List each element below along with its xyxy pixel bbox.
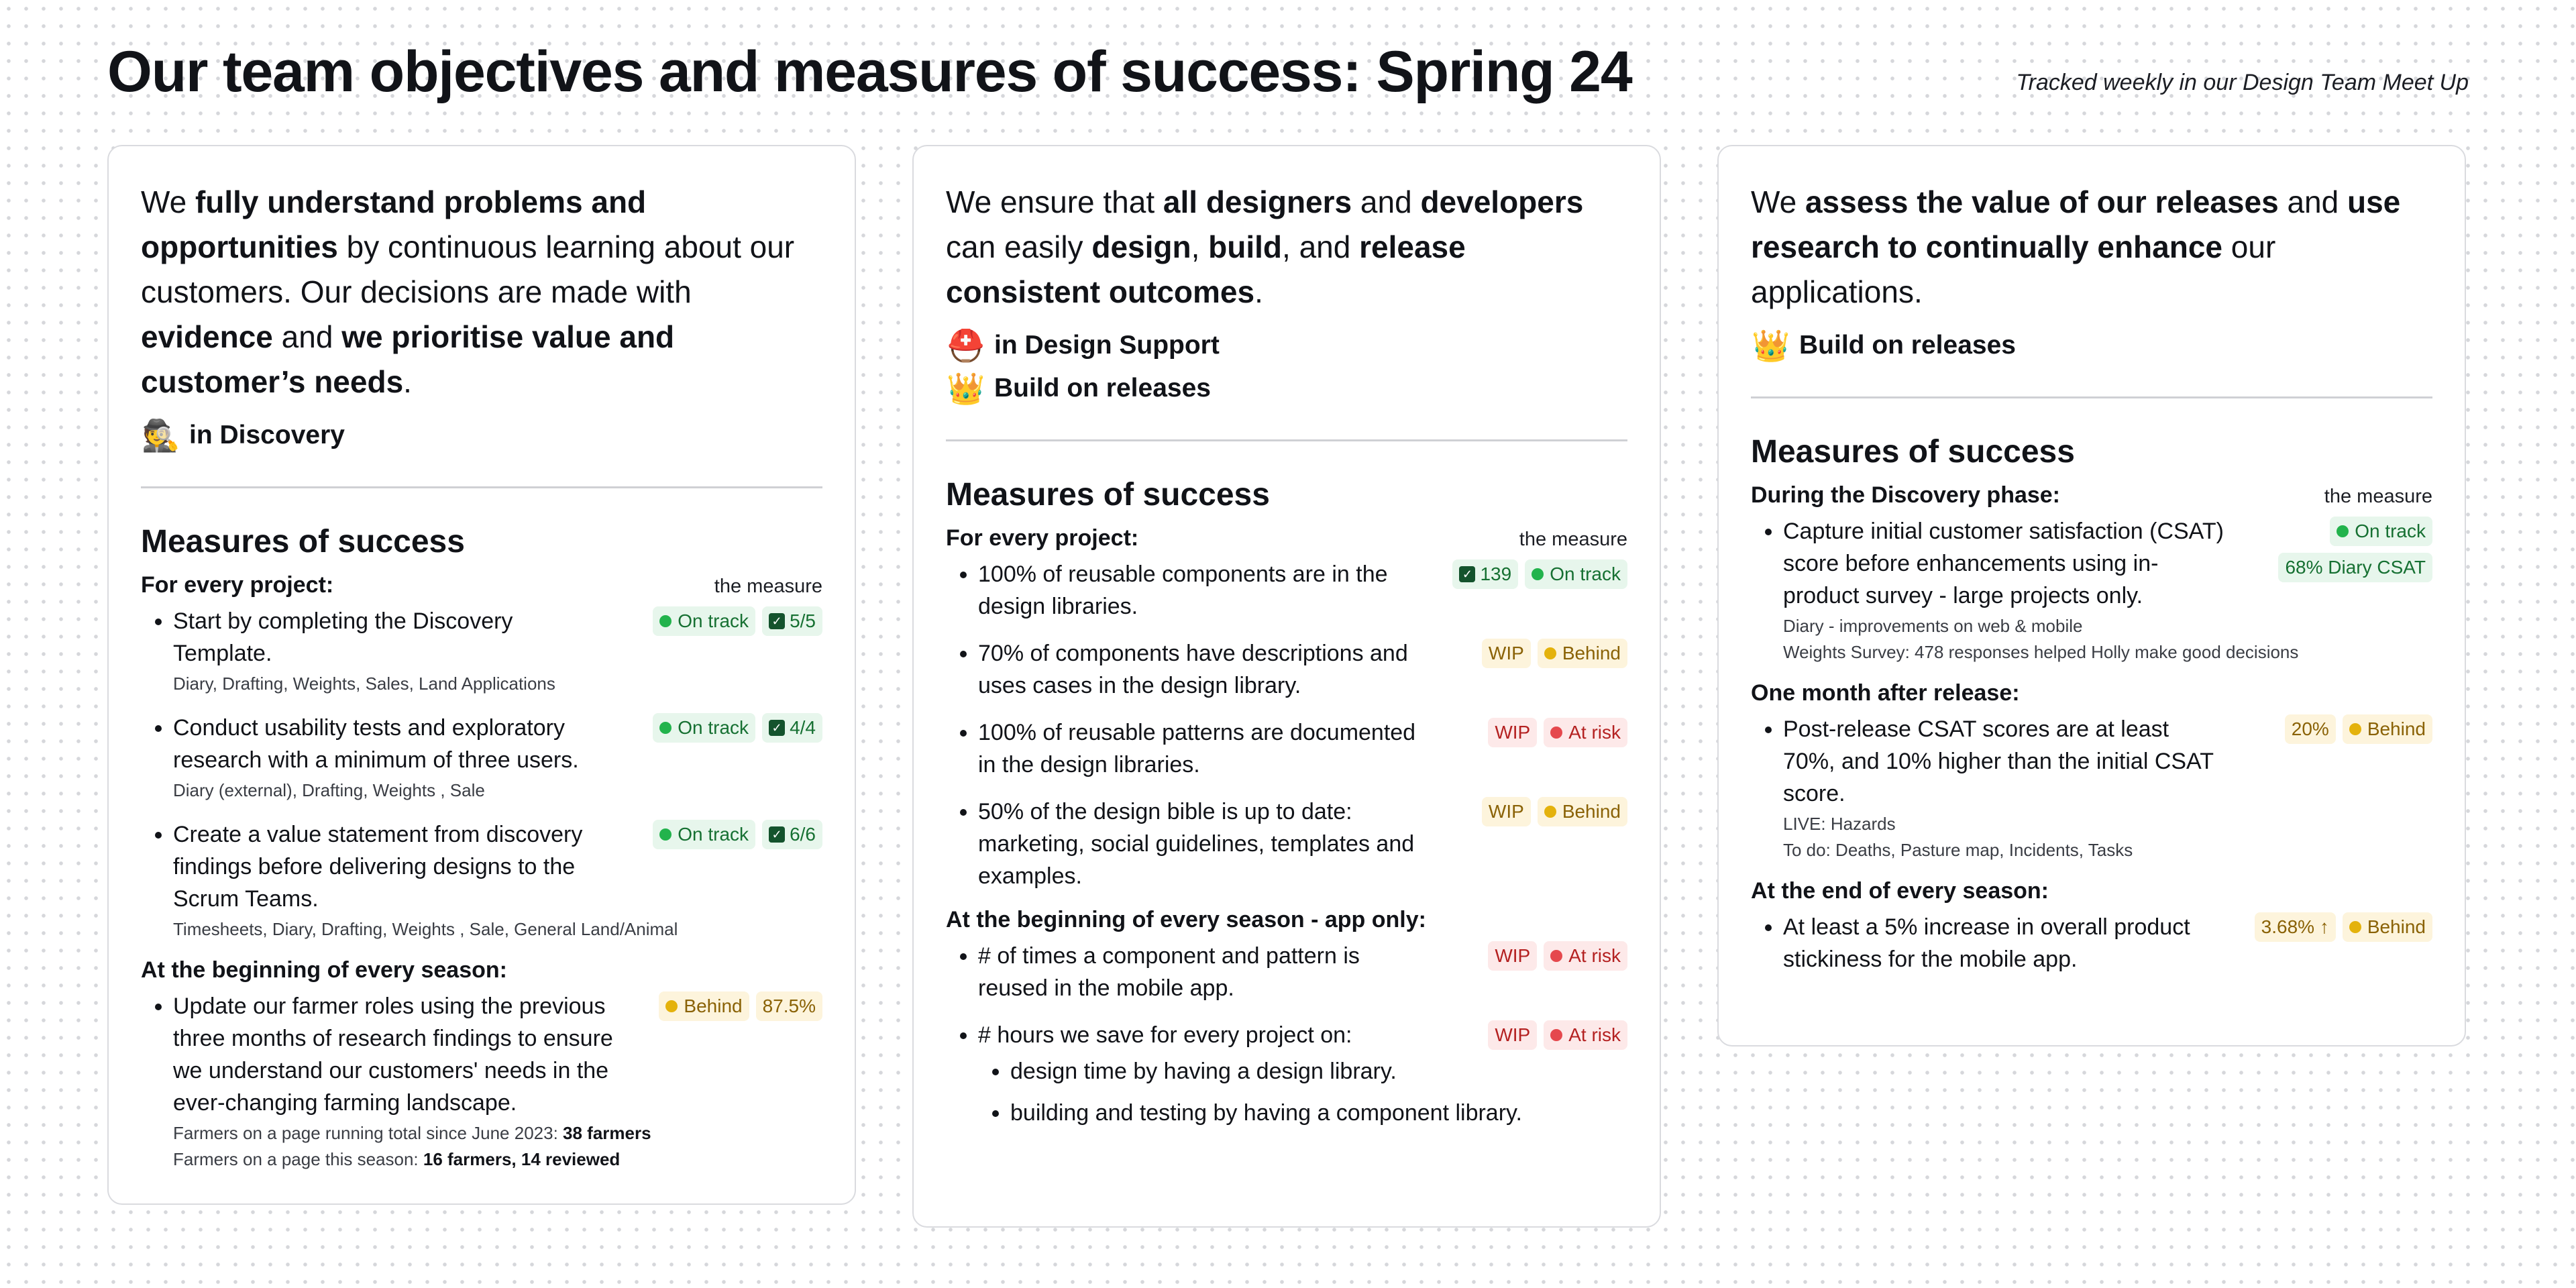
measure-badges — [2255, 911, 2432, 942]
status-badge — [653, 820, 755, 849]
measure-row — [173, 990, 822, 1119]
badge-text: Behind — [1562, 801, 1621, 822]
measure-text: • 70% of components have descriptions and uses cases in the design library. — [978, 641, 1408, 698]
text-run: our applications. — [1751, 229, 2276, 309]
status-badge — [1525, 559, 1627, 589]
note-text — [173, 1120, 822, 1146]
measure-notes — [173, 1120, 822, 1173]
checkbox-icon: ✓ — [769, 613, 785, 629]
measure-item — [173, 818, 822, 943]
text-run: by continuous learning about our customers. Our decisions are made with — [141, 229, 795, 309]
section-label: For every project: — [946, 525, 1139, 551]
checkbox-icon: ✓ — [769, 720, 785, 736]
phase-label: in Design Support — [994, 331, 1220, 360]
objective-card — [107, 145, 856, 1205]
measures-heading: Measures of success — [946, 477, 1270, 513]
measure-notes — [173, 671, 822, 697]
text-run: We — [1751, 184, 1805, 219]
status-badge — [1538, 797, 1627, 826]
measure-badges — [659, 990, 822, 1021]
count-badge — [1452, 559, 1518, 589]
status-badge — [1544, 718, 1627, 747]
phase-list — [141, 414, 822, 457]
measure-badges — [1488, 1019, 1627, 1050]
measure-row — [978, 796, 1627, 892]
status-badge — [1544, 1020, 1627, 1050]
section-header — [141, 957, 822, 983]
section-label: During the Discovery phase: — [1751, 482, 2061, 508]
emphasis-text: release consistent outcomes — [946, 229, 1466, 309]
badge-text: Behind — [1562, 643, 1621, 663]
status-dot-icon — [1550, 727, 1562, 739]
objective-card — [912, 145, 1661, 1228]
measure-notes — [1783, 613, 2432, 665]
text-run: and — [1352, 184, 1421, 219]
status-dot-icon — [659, 722, 672, 734]
section-header — [946, 907, 1627, 933]
page-title: Our team objectives and measures of success: Spring 24 — [107, 40, 1632, 104]
sub-item: • building and testing by having a component library. — [1010, 1097, 1627, 1129]
count-badge — [762, 820, 822, 849]
badge-text: On track — [678, 824, 749, 845]
status-dot-icon — [2337, 525, 2349, 537]
phase-emoji-icon: ⛑️ — [947, 328, 985, 363]
divider — [1751, 396, 2432, 398]
phase-list — [1751, 324, 2432, 367]
measure-list — [946, 558, 1627, 892]
objective-statement — [141, 180, 822, 405]
emphasis-text: 16 farmers, 14 reviewed — [423, 1149, 621, 1169]
measure-item — [978, 796, 1627, 892]
measure-text: • Conduct usability tests and exploratory research with a minimum of three users. — [173, 715, 579, 773]
measure-item — [978, 637, 1627, 702]
value-badge — [1488, 941, 1537, 971]
measure-list — [141, 605, 822, 943]
section-header — [141, 572, 822, 598]
status-dot-icon — [659, 828, 672, 841]
measure-item — [978, 558, 1627, 623]
measure-row — [1783, 911, 2432, 975]
badge-text: 3.68% ↑ — [2261, 916, 2329, 937]
section-label: At the beginning of every season - app only: — [946, 907, 1426, 932]
measure-row — [978, 716, 1627, 781]
phase-label: Build on releases — [1799, 331, 2016, 360]
badge-text: 68% Diary CSAT — [2285, 557, 2426, 578]
measure-row — [978, 1019, 1627, 1051]
badge-text: On track — [1550, 564, 1621, 584]
value-badge — [1482, 639, 1531, 668]
badge-text: At risk — [1568, 722, 1621, 743]
badge-text: At risk — [1568, 945, 1621, 966]
measure-row — [978, 637, 1627, 702]
phase-tag — [946, 324, 1627, 367]
value-badge — [2285, 714, 2336, 744]
emphasis-text: evidence — [141, 319, 273, 354]
status-dot-icon — [2349, 723, 2361, 735]
badge-text: On track — [678, 717, 749, 738]
measure-item — [1783, 713, 2432, 863]
measure-badges — [1482, 637, 1627, 668]
measure-badges — [1482, 796, 1627, 826]
note-text: LIVE: Hazards — [1783, 814, 1896, 834]
note-text: Diary, Drafting, Weights, Sales, Land Applications — [173, 674, 555, 694]
status-dot-icon — [2349, 921, 2361, 933]
badge-text: At risk — [1568, 1024, 1621, 1045]
measure-list — [141, 990, 822, 1173]
value-badge — [2278, 553, 2432, 582]
phase-tag — [141, 414, 822, 457]
phase-tag — [946, 367, 1627, 410]
text-run: , — [1191, 229, 1209, 264]
section-label: At the end of every season: — [1751, 878, 2049, 904]
badge-text: WIP — [1488, 801, 1524, 822]
measure-text: • Update our farmer roles using the previous three months of research findings to ensure we understand our customers' needs in the ever-changing farming landscape. — [173, 994, 613, 1116]
measure-badges — [1452, 558, 1627, 589]
section-label: At the beginning of every season: — [141, 957, 507, 983]
section-label: For every project: — [141, 572, 334, 598]
measure-row — [173, 818, 822, 915]
measures-heading: Measures of success — [1751, 434, 2075, 470]
badge-text: 87.5% — [762, 996, 816, 1016]
section-label: One month after release: — [1751, 680, 2020, 706]
text-run: , and — [1282, 229, 1360, 264]
measure-row — [173, 712, 822, 776]
section-header — [1751, 878, 2432, 904]
measure-text: • Start by completing the Discovery Template. — [173, 608, 513, 666]
checkbox-icon: ✓ — [769, 826, 785, 843]
emphasis-text: fully understand problems and opportunities — [141, 184, 647, 264]
emphasis-text: design — [1091, 229, 1191, 264]
count-badge — [762, 713, 822, 743]
objective-statement — [1751, 180, 2432, 315]
measure-notes — [173, 777, 822, 804]
measure-column-label: the measure — [714, 576, 822, 597]
status-badge — [659, 991, 749, 1021]
status-dot-icon — [1550, 1029, 1562, 1041]
measure-list — [946, 940, 1627, 1129]
measure-row — [173, 605, 822, 669]
divider — [141, 486, 822, 488]
value-badge — [1488, 1020, 1537, 1050]
section-header — [1751, 482, 2432, 508]
measure-badges — [2278, 551, 2432, 582]
badge-text: On track — [2355, 521, 2426, 541]
measure-notes — [1783, 811, 2432, 863]
text-run: and — [272, 319, 342, 354]
measure-badges — [653, 605, 822, 636]
measure-list — [1751, 911, 2432, 975]
measure-row — [1783, 713, 2432, 810]
measure-list — [1751, 515, 2432, 665]
text-run: . — [403, 364, 412, 399]
status-badge — [653, 606, 755, 636]
measure-text: • 100% of reusable patterns are documented in the design libraries. — [978, 720, 1416, 777]
divider — [946, 439, 1627, 441]
status-badge — [2343, 714, 2432, 744]
measure-text: • Create a value statement from discovery findings before delivering designs to the Scrum Teams. — [173, 822, 583, 912]
measure-text: • Post-release CSAT scores are at least 70%, and 10% higher than the initial CSAT score. — [1783, 716, 2214, 806]
status-dot-icon — [1550, 950, 1562, 962]
measure-badge-stack — [2278, 515, 2432, 582]
text-run: We ensure that — [946, 184, 1163, 219]
measure-column-label: the measure — [1519, 529, 1627, 550]
measure-badges — [2285, 713, 2432, 744]
measure-item — [978, 1019, 1627, 1129]
status-badge — [2330, 517, 2432, 546]
emphasis-text: we prioritise value and customer’s needs — [141, 319, 675, 399]
phase-label: Build on releases — [994, 374, 1211, 402]
phase-emoji-icon: 👑 — [1752, 328, 1790, 363]
note-text — [173, 1146, 822, 1173]
measure-item — [173, 712, 822, 804]
emphasis-text: assess the value of our releases — [1805, 184, 2279, 219]
status-badge — [1538, 639, 1627, 668]
measure-list — [1751, 713, 2432, 863]
measure-item — [1783, 911, 2432, 975]
note-text: Weights Survey: 478 responses helped Holly make good decisions — [1783, 642, 2299, 662]
measure-badges — [1488, 716, 1627, 747]
measure-item — [173, 605, 822, 697]
value-badge — [1488, 718, 1537, 747]
badge-text: Behind — [2367, 916, 2426, 937]
value-badge — [2255, 912, 2336, 942]
note-text: Timesheets, Diary, Drafting, Weights , Sale, General Land/Animal — [173, 919, 678, 939]
measure-text: • At least a 5% increase in overall product stickiness for the mobile app. — [1783, 914, 2190, 972]
measure-row — [1783, 515, 2432, 612]
status-dot-icon — [659, 615, 672, 627]
status-badge — [653, 713, 755, 743]
measures-heading: Measures of success — [141, 524, 465, 559]
note-text: To do: Deaths, Pasture map, Incidents, Tasks — [1783, 840, 2133, 860]
emphasis-text: build — [1208, 229, 1283, 264]
section-header — [1751, 680, 2432, 706]
count-badge — [762, 606, 822, 636]
measure-text: • Capture initial customer satisfaction (CSAT) score before enhancements using in-product survey - large projects only. — [1783, 519, 2224, 608]
section-header — [946, 525, 1627, 551]
measure-badges — [2330, 515, 2432, 546]
note-text: Diary (external), Drafting, Weights , Sale — [173, 780, 485, 800]
measure-text: • # hours we save for every project on: — [978, 1022, 1352, 1048]
badge-text: WIP — [1495, 1024, 1531, 1045]
measure-column-label: the measure — [2324, 486, 2432, 507]
text-run: Farmers on a page running total since June 2023: — [173, 1123, 564, 1143]
measure-text: • 100% of reusable components are in the design libraries. — [978, 561, 1388, 619]
measure-item — [173, 990, 822, 1173]
value-badge — [756, 991, 822, 1021]
status-badge — [2343, 912, 2432, 942]
objective-card — [1717, 145, 2466, 1046]
emphasis-text: 38 farmers — [563, 1123, 651, 1143]
measure-item — [978, 940, 1627, 1004]
phase-emoji-icon: 🕵️ — [142, 418, 180, 453]
phase-list — [946, 324, 1627, 410]
status-dot-icon — [665, 1000, 678, 1012]
badge-text: 5/5 — [790, 610, 816, 631]
badge-text: 6/6 — [790, 824, 816, 845]
measure-badges — [1488, 940, 1627, 971]
text-run: can easily — [946, 229, 1092, 264]
badge-text: Behind — [2367, 718, 2426, 739]
status-badge — [1544, 941, 1627, 971]
status-dot-icon — [1532, 568, 1544, 580]
measure-badges — [653, 818, 822, 849]
text-run: Farmers on a page this season: — [173, 1149, 423, 1169]
measure-item — [978, 716, 1627, 781]
page-subtitle: Tracked weekly in our Design Team Meet Up — [2016, 70, 2469, 95]
objective-statement — [946, 180, 1627, 315]
measure-text: • # of times a component and pattern is reused in the mobile app. — [978, 943, 1360, 1001]
phase-tag — [1751, 324, 2432, 367]
badge-text: 20% — [2291, 718, 2329, 739]
status-dot-icon — [1544, 806, 1556, 818]
measure-row — [978, 558, 1627, 623]
badge-text: WIP — [1495, 945, 1531, 966]
badge-text: WIP — [1495, 722, 1531, 743]
badge-text: Behind — [684, 996, 743, 1016]
phase-label: in Discovery — [189, 421, 345, 449]
badge-text: WIP — [1488, 643, 1524, 663]
status-dot-icon — [1544, 647, 1556, 659]
phase-emoji-icon: 👑 — [947, 371, 985, 406]
text-run: and — [2278, 184, 2347, 219]
value-badge — [1482, 797, 1531, 826]
emphasis-text: developers — [1420, 184, 1584, 219]
sub-item: • design time by having a design library. — [1010, 1055, 1627, 1087]
text-run: . — [1254, 274, 1263, 309]
text-run: We — [141, 184, 195, 219]
sub-list — [978, 1055, 1627, 1129]
checkbox-icon: ✓ — [1459, 566, 1475, 582]
badge-text: On track — [678, 610, 749, 631]
measure-item — [1783, 515, 2432, 665]
measure-badges — [653, 712, 822, 743]
emphasis-text: all designers — [1163, 184, 1352, 219]
badge-text: 139 — [1480, 564, 1512, 584]
badge-text: 4/4 — [790, 717, 816, 738]
measure-notes — [173, 916, 822, 943]
note-text: Diary - improvements on web & mobile — [1783, 616, 2083, 636]
measure-text: • 50% of the design bible is up to date: marketing, social guidelines, templates and examples. — [978, 799, 1415, 889]
measure-row — [978, 940, 1627, 1004]
emphasis-text: use research to continually enhance — [1751, 184, 2401, 264]
